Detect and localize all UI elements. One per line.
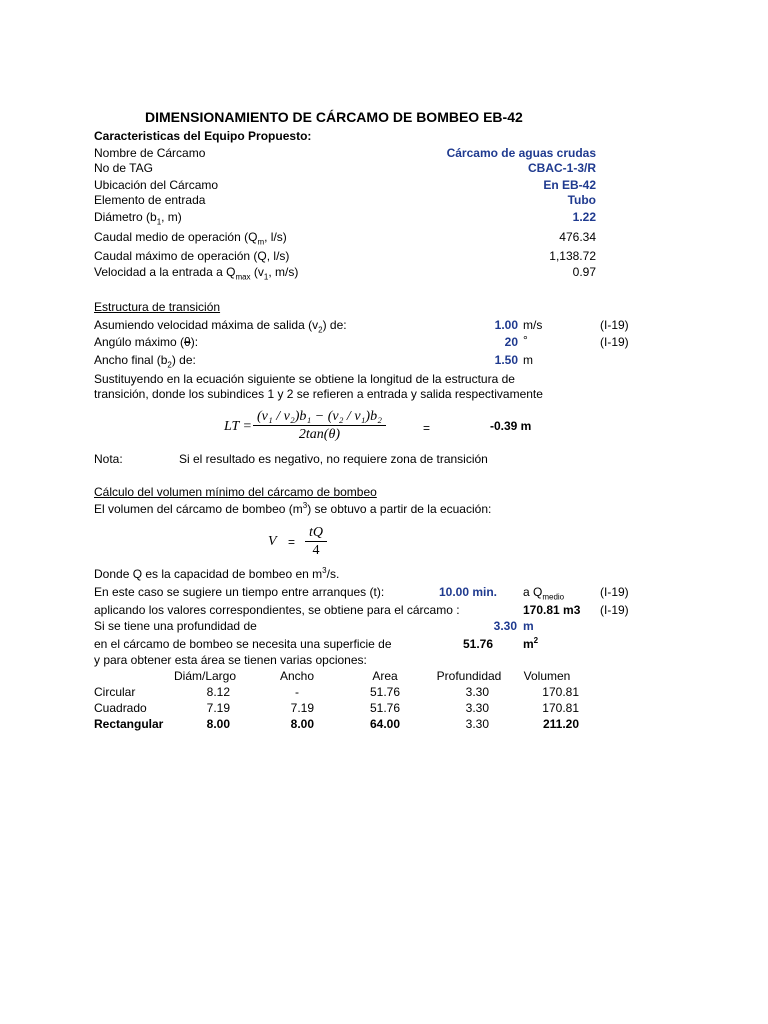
row-ubicacion-label: Ubicación del Cárcamo bbox=[94, 178, 219, 192]
table-cell: 3.30 bbox=[465, 685, 489, 699]
trans-texto1: Sustituyendo en la ecuación siguiente se obtiene la longitud de la estructura de bbox=[94, 372, 515, 386]
nota-text: Si el resultado es negativo, no requiere zona de transición bbox=[179, 452, 488, 466]
row-elemento-value: Tubo bbox=[567, 193, 596, 207]
table-header-diam: Diám/Largo bbox=[173, 669, 237, 683]
row-tag-value: CBAC-1-3/R bbox=[527, 161, 596, 175]
table-row-name: Rectangular bbox=[94, 717, 164, 731]
table-cell: 170.81 bbox=[542, 685, 579, 699]
table-cell: 64.00 bbox=[369, 717, 400, 731]
nota-label: Nota: bbox=[94, 452, 123, 466]
formula-lt-numerator: (v₁ / v₂)b₁ − (v₂ / v₁)b₂ bbox=[257, 409, 382, 424]
formula-lt-lhs: LT = bbox=[224, 419, 252, 434]
trans-ang-ref: (I-19) bbox=[600, 335, 629, 349]
formula-lt-fraction bbox=[253, 408, 386, 443]
volumen-intro: El volumen del cárcamo de bombeo $(m^3)$ se obtuvo a partir de la ecuación: bbox=[94, 501, 492, 516]
table-row-name: Cuadrado bbox=[94, 701, 147, 715]
row-nombre-value: Cárcamo de aguas crudas bbox=[446, 146, 596, 160]
row-caudal-max-label: Caudal máximo de operación (Q, l/s) bbox=[94, 249, 290, 263]
table-row-name: Circular bbox=[94, 685, 136, 699]
row-diametro-label: Diámetro ($b_1$, m) bbox=[94, 210, 182, 227]
table-cell: 51.76 bbox=[369, 701, 400, 715]
row-tag-label: No de TAG bbox=[94, 161, 153, 175]
transicion-heading: Estructura de transición bbox=[94, 300, 221, 314]
table-header-area: Area bbox=[372, 669, 398, 683]
table-cell: 8.12 bbox=[206, 685, 230, 699]
trans-ancho-value: 1.50 bbox=[494, 353, 518, 367]
superficie-value: 51.76 bbox=[463, 637, 494, 651]
table-cell: 51.76 bbox=[369, 685, 400, 699]
formula-lt-result: -0.39 m bbox=[490, 419, 532, 433]
tiempo-q: a $Q_{medio}$ bbox=[523, 585, 565, 602]
row-caudal-medio-value: 476.34 bbox=[559, 230, 596, 244]
row-velocidad-value: 0.97 bbox=[572, 265, 596, 279]
aplicando-label: aplicando los valores correspondientes, se obtiene para el cárcamo : bbox=[94, 603, 460, 617]
formula-v-denominator: 4 bbox=[312, 543, 320, 558]
trans-ang-value: 20 bbox=[504, 335, 518, 349]
volumen-heading: Cálculo del volumen mínimo del cárcamo de bombeo bbox=[94, 485, 377, 499]
row-nombre-label: Nombre de Cárcamo bbox=[94, 146, 206, 160]
table-header-ancho: Ancho bbox=[279, 669, 315, 683]
row-caudal-medio-label: Caudal medio de operación ($Q_m$, l/s) bbox=[94, 230, 287, 247]
formula-v-numerator: tQ bbox=[309, 525, 323, 540]
trans-ang-label: Angúlo máximo (θ): bbox=[94, 335, 199, 349]
prof-value: 3.30 bbox=[493, 619, 517, 633]
opciones-label: y para obtener esta área se tienen varias opciones: bbox=[94, 653, 367, 667]
formula-v-lhs: V bbox=[268, 534, 277, 549]
tiempo-value: 10.00 min. bbox=[438, 585, 497, 599]
trans-vel-label: Asumiendo velocidad máxima de salida $(v_2)$ de: bbox=[94, 318, 347, 335]
trans-ancho-unit: m bbox=[523, 353, 533, 367]
table-cell: 7.19 bbox=[290, 701, 314, 715]
trans-vel-value: 1.00 bbox=[494, 318, 518, 332]
table-cell: 211.20 bbox=[542, 717, 579, 731]
trans-ang-unit: ° bbox=[523, 333, 528, 347]
table-cell: 3.30 bbox=[465, 701, 489, 715]
formula-lt-equals: = bbox=[423, 421, 431, 435]
table-cell: 3.30 bbox=[465, 717, 489, 731]
formula-lt-denominator: 2tan(θ) bbox=[298, 427, 341, 442]
superficie-label: en el cárcamo de bombeo se necesita una superficie de bbox=[94, 637, 392, 651]
prof-unit: m bbox=[523, 619, 534, 633]
table-cell: 8.00 bbox=[290, 717, 314, 731]
table-cell: 170.81 bbox=[542, 701, 579, 715]
donde-text: Donde Q es la capacidad de bombeo en $m^3/s$. bbox=[94, 566, 340, 581]
trans-texto2: transición, donde los subindices 1 y 2 se refieren a entrada y salida respectivamente bbox=[94, 387, 543, 401]
row-caudal-max-value: 1,138.72 bbox=[549, 249, 596, 263]
prof-label: Si se tiene una profundidad de bbox=[94, 619, 257, 633]
trans-ancho-label: Ancho final $(b_2)$ de: bbox=[94, 353, 196, 370]
table-cell: 7.19 bbox=[206, 701, 230, 715]
superficie-unit: $m^2$ bbox=[523, 636, 539, 651]
trans-vel-unit: m/s bbox=[523, 318, 543, 332]
trans-vel-ref: (I-19) bbox=[600, 318, 629, 332]
table-header-volumen: Volumen bbox=[523, 669, 571, 683]
aplicando-value: 170.81 m3 bbox=[523, 603, 581, 617]
page-title: DIMENSIONAMIENTO DE CÁRCAMO DE BOMBEO EB-42 bbox=[145, 109, 523, 125]
row-ubicacion-value: En EB-42 bbox=[543, 178, 596, 192]
tiempo-ref: (I-19) bbox=[600, 585, 629, 599]
table-cell: - bbox=[295, 685, 299, 699]
row-diametro-value: 1.22 bbox=[572, 210, 596, 224]
row-elemento-label: Elemento de entrada bbox=[94, 193, 206, 207]
equipo-heading: Caracteristicas del Equipo Propuesto: bbox=[94, 129, 312, 143]
tiempo-label: En este caso se sugiere un tiempo entre arranques (t): bbox=[94, 585, 385, 599]
table-cell: 8.00 bbox=[206, 717, 230, 731]
formula-v-fraction bbox=[305, 524, 327, 559]
table-header-profundidad: Profundidad bbox=[436, 669, 502, 683]
row-velocidad-label: Velocidad a la entrada a $Q_{max}$ ($v_1$, m/s) bbox=[94, 265, 299, 282]
formula-v-equals: = bbox=[288, 535, 296, 549]
aplicando-ref: (I-19) bbox=[600, 603, 629, 617]
